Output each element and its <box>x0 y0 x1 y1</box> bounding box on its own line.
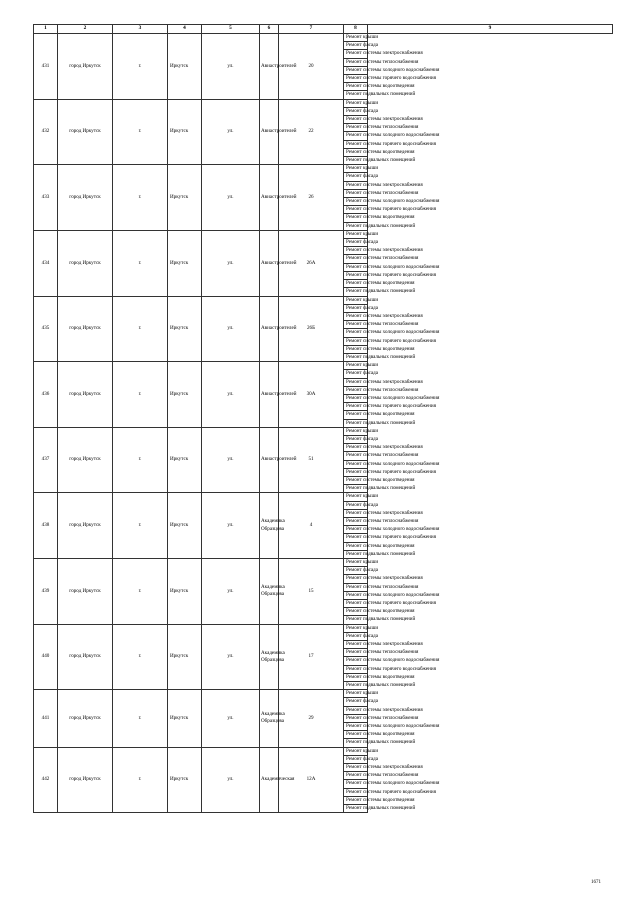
work-type-cell: Ремонт фасада <box>344 239 368 247</box>
settlement-name-cell: Иркутск <box>168 296 202 362</box>
work-type-cell: Ремонт системы электроснабжения <box>344 116 368 124</box>
row-number: 435 <box>34 296 58 362</box>
municipality-cell: город Иркутск <box>58 747 113 813</box>
work-type-cell: Ремонт фасада <box>344 304 368 312</box>
work-type-cell: Ремонт системы теплоснабжения <box>344 517 368 525</box>
table-row <box>34 690 613 698</box>
settlement-type-cell: г. <box>113 165 168 231</box>
settlement-name-cell: Иркутск <box>168 747 202 813</box>
settlement-name-cell: Иркутск <box>168 34 202 100</box>
house-number-cell: 26Б <box>279 296 344 362</box>
work-type-cell: Ремонт системы теплоснабжения <box>344 452 368 460</box>
work-type-cell: Ремонт системы горячего водоснабжения <box>344 271 368 279</box>
house-number-cell: 17 <box>279 624 344 690</box>
work-type-cell: Ремонт системы холодного водоснабжения <box>344 526 368 534</box>
header-cell: 9 <box>368 25 613 34</box>
street-name-cell: Авиастроителей <box>260 362 279 428</box>
work-type-cell: Ремонт системы водоотведения <box>344 148 368 156</box>
street-name-cell: Авиастроителей <box>260 34 279 100</box>
municipality-cell: город Иркутск <box>58 493 113 559</box>
work-type-cell: Ремонт крыши <box>344 99 368 107</box>
work-type-cell: Ремонт фасада <box>344 370 368 378</box>
settlement-type-cell: г. <box>113 362 168 428</box>
work-type-cell: Ремонт системы горячего водоснабжения <box>344 788 368 796</box>
municipality-cell: город Иркутск <box>58 230 113 296</box>
work-type-cell: Ремонт фасада <box>344 501 368 509</box>
street-name-cell: Академика Образцова <box>260 624 279 690</box>
settlement-type-cell: г. <box>113 230 168 296</box>
work-type-cell: Ремонт системы холодного водоснабжения <box>344 657 368 665</box>
street-type-cell: ул. <box>202 230 260 296</box>
work-type-cell: Ремонт подвальных помещений <box>344 353 368 361</box>
house-number-cell: 30А <box>279 362 344 428</box>
work-type-cell: Ремонт подвальных помещений <box>344 616 368 624</box>
row-number: 432 <box>34 99 58 165</box>
work-type-cell: Ремонт подвальных помещений <box>344 550 368 558</box>
work-type-cell: Ремонт системы горячего водоснабжения <box>344 403 368 411</box>
work-type-cell: Ремонт фасада <box>344 107 368 115</box>
house-number-cell: 20 <box>279 34 344 100</box>
work-type-cell: Ремонт системы теплоснабжения <box>344 321 368 329</box>
work-type-cell: Ремонт подвальных помещений <box>344 222 368 230</box>
settlement-type-cell: г. <box>113 493 168 559</box>
street-name-cell: Авиастроителей <box>260 427 279 493</box>
work-type-cell: Ремонт системы водоотведения <box>344 731 368 739</box>
street-type-cell: ул. <box>202 690 260 747</box>
street-name-cell: Академика Образцова <box>260 559 279 625</box>
registry-table <box>33 24 613 813</box>
work-type-cell: Ремонт системы водоотведения <box>344 673 368 681</box>
work-type-cell: Ремонт крыши <box>344 362 368 370</box>
work-type-cell: Ремонт системы теплоснабжения <box>344 189 368 197</box>
work-type-cell: Ремонт подвальных помещений <box>344 419 368 427</box>
work-type-cell: Ремонт системы водоотведения <box>344 542 368 550</box>
work-type-cell: Ремонт подвальных помещений <box>344 805 368 813</box>
header-row <box>34 25 613 34</box>
work-type-cell: Ремонт системы электроснабжения <box>344 181 368 189</box>
row-number: 442 <box>34 747 58 813</box>
street-type-cell: ул. <box>202 99 260 165</box>
work-type-cell: Ремонт системы теплоснабжения <box>344 124 368 132</box>
municipality-cell: город Иркутск <box>58 99 113 165</box>
work-type-cell: Ремонт крыши <box>344 747 368 755</box>
street-name-cell: Академика Образцова <box>260 690 279 747</box>
table-row <box>34 362 613 370</box>
header-cell: 3 <box>113 25 168 34</box>
settlement-name-cell: Иркутск <box>168 624 202 690</box>
work-type-cell: Ремонт системы холодного водоснабжения <box>344 329 368 337</box>
header-cell: 1 <box>34 25 58 34</box>
settlement-type-cell: г. <box>113 747 168 813</box>
table-row <box>34 427 613 435</box>
work-type-cell: Ремонт подвальных помещений <box>344 157 368 165</box>
header-cell: 6 <box>260 25 279 34</box>
work-type-cell: Ремонт системы электроснабжения <box>344 764 368 772</box>
work-type-cell: Ремонт подвальных помещений <box>344 485 368 493</box>
work-type-cell: Ремонт системы холодного водоснабжения <box>344 780 368 788</box>
work-type-cell: Ремонт системы горячего водоснабжения <box>344 600 368 608</box>
work-type-cell: Ремонт системы водоотведения <box>344 476 368 484</box>
street-name-cell: Авиастроителей <box>260 230 279 296</box>
settlement-type-cell: г. <box>113 427 168 493</box>
settlement-type-cell: г. <box>113 99 168 165</box>
work-type-cell: Ремонт крыши <box>344 624 368 632</box>
row-number: 431 <box>34 34 58 100</box>
row-number: 434 <box>34 230 58 296</box>
house-number-cell: 51 <box>279 427 344 493</box>
table-row <box>34 230 613 238</box>
row-number: 437 <box>34 427 58 493</box>
street-type-cell: ул. <box>202 165 260 231</box>
street-type-cell: ул. <box>202 747 260 813</box>
settlement-name-cell: Иркутск <box>168 165 202 231</box>
work-type-cell: Ремонт системы горячего водоснабжения <box>344 468 368 476</box>
work-type-cell: Ремонт крыши <box>344 230 368 238</box>
street-name-cell: Академика Образцова <box>260 493 279 559</box>
work-type-cell: Ремонт системы электроснабжения <box>344 509 368 517</box>
table-row <box>34 493 613 501</box>
work-type-cell: Ремонт системы холодного водоснабжения <box>344 723 368 731</box>
row-number: 440 <box>34 624 58 690</box>
work-type-cell: Ремонт системы электроснабжения <box>344 50 368 58</box>
municipality-cell: город Иркутск <box>58 34 113 100</box>
municipality-cell: город Иркутск <box>58 559 113 625</box>
work-type-cell: Ремонт системы водоотведения <box>344 608 368 616</box>
row-number: 439 <box>34 559 58 625</box>
work-type-cell: Ремонт крыши <box>344 690 368 698</box>
street-name-cell: Авиастроителей <box>260 99 279 165</box>
settlement-name-cell: Иркутск <box>168 427 202 493</box>
settlement-name-cell: Иркутск <box>168 230 202 296</box>
work-type-cell: Ремонт фасада <box>344 567 368 575</box>
work-type-cell: Ремонт системы электроснабжения <box>344 444 368 452</box>
work-type-cell: Ремонт подвальных помещений <box>344 91 368 99</box>
work-type-cell: Ремонт системы холодного водоснабжения <box>344 460 368 468</box>
work-type-cell: Ремонт системы теплоснабжения <box>344 772 368 780</box>
work-type-cell: Ремонт системы электроснабжения <box>344 312 368 320</box>
page-number: 1671 <box>591 880 601 885</box>
work-type-cell: Ремонт фасада <box>344 755 368 763</box>
work-type-cell: Ремонт фасада <box>344 173 368 181</box>
settlement-type-cell: г. <box>113 559 168 625</box>
table-row <box>34 165 613 173</box>
work-type-cell: Ремонт системы теплоснабжения <box>344 583 368 591</box>
work-type-cell: Ремонт фасада <box>344 632 368 640</box>
work-type-cell: Ремонт системы горячего водоснабжения <box>344 206 368 214</box>
work-type-cell: Ремонт фасада <box>344 435 368 443</box>
street-type-cell: ул. <box>202 427 260 493</box>
work-type-cell: Ремонт системы холодного водоснабжения <box>344 132 368 140</box>
work-type-cell: Ремонт системы электроснабжения <box>344 575 368 583</box>
work-type-cell: Ремонт системы холодного водоснабжения <box>344 394 368 402</box>
municipality-cell: город Иркутск <box>58 362 113 428</box>
work-type-cell: Ремонт подвальных помещений <box>344 739 368 747</box>
house-number-cell: 12А <box>279 747 344 813</box>
row-number: 438 <box>34 493 58 559</box>
work-type-cell: Ремонт системы холодного водоснабжения <box>344 198 368 206</box>
settlement-type-cell: г. <box>113 690 168 747</box>
house-number-cell: 4 <box>279 493 344 559</box>
table-row <box>34 296 613 304</box>
work-type-cell: Ремонт системы холодного водоснабжения <box>344 591 368 599</box>
settlement-type-cell: г. <box>113 34 168 100</box>
municipality-cell: город Иркутск <box>58 427 113 493</box>
work-type-cell: Ремонт крыши <box>344 165 368 173</box>
settlement-name-cell: Иркутск <box>168 493 202 559</box>
work-type-cell: Ремонт крыши <box>344 34 368 42</box>
row-number: 433 <box>34 165 58 231</box>
street-type-cell: ул. <box>202 624 260 690</box>
work-type-cell: Ремонт крыши <box>344 296 368 304</box>
work-type-cell: Ремонт системы электроснабжения <box>344 706 368 714</box>
work-type-cell: Ремонт фасада <box>344 698 368 706</box>
work-type-cell: Ремонт системы водоотведения <box>344 280 368 288</box>
municipality-cell: город Иркутск <box>58 624 113 690</box>
work-type-cell: Ремонт системы теплоснабжения <box>344 714 368 722</box>
work-type-cell: Ремонт крыши <box>344 559 368 567</box>
house-number-cell: 26 <box>279 165 344 231</box>
street-name-cell: Авиастроителей <box>260 165 279 231</box>
work-type-cell: Ремонт системы водоотведения <box>344 345 368 353</box>
work-type-cell: Ремонт системы теплоснабжения <box>344 255 368 263</box>
street-type-cell: ул. <box>202 493 260 559</box>
settlement-type-cell: г. <box>113 296 168 362</box>
municipality-cell: город Иркутск <box>58 165 113 231</box>
settlement-name-cell: Иркутск <box>168 559 202 625</box>
municipality-cell: город Иркутск <box>58 690 113 747</box>
work-type-cell: Ремонт системы горячего водоснабжения <box>344 534 368 542</box>
table-row <box>34 747 613 755</box>
table-row <box>34 624 613 632</box>
settlement-type-cell: г. <box>113 624 168 690</box>
work-type-cell: Ремонт системы горячего водоснабжения <box>344 337 368 345</box>
work-type-cell: Ремонт системы электроснабжения <box>344 641 368 649</box>
work-type-cell: Ремонт системы теплоснабжения <box>344 649 368 657</box>
work-type-cell: Ремонт системы теплоснабжения <box>344 58 368 66</box>
work-type-cell: Ремонт системы водоотведения <box>344 796 368 804</box>
header-cell: 4 <box>168 25 202 34</box>
settlement-name-cell: Иркутск <box>168 690 202 747</box>
work-type-cell: Ремонт системы теплоснабжения <box>344 386 368 394</box>
table-row <box>34 559 613 567</box>
work-type-cell: Ремонт системы водоотведения <box>344 411 368 419</box>
house-number-cell: 29 <box>279 690 344 747</box>
work-type-cell: Ремонт системы водоотведения <box>344 214 368 222</box>
work-type-cell: Ремонт крыши <box>344 427 368 435</box>
street-name-cell: Академическая <box>260 747 279 813</box>
street-type-cell: ул. <box>202 34 260 100</box>
work-type-cell: Ремонт фасада <box>344 42 368 50</box>
work-type-cell: Ремонт крыши <box>344 493 368 501</box>
row-number: 441 <box>34 690 58 747</box>
settlement-name-cell: Иркутск <box>168 99 202 165</box>
work-type-cell: Ремонт подвальных помещений <box>344 682 368 690</box>
work-type-cell: Ремонт системы электроснабжения <box>344 378 368 386</box>
work-type-cell: Ремонт системы холодного водоснабжения <box>344 66 368 74</box>
row-number: 436 <box>34 362 58 428</box>
work-type-cell: Ремонт системы горячего водоснабжения <box>344 665 368 673</box>
header-cell: 5 <box>202 25 260 34</box>
street-type-cell: ул. <box>202 296 260 362</box>
work-type-cell: Ремонт системы горячего водоснабжения <box>344 75 368 83</box>
work-type-cell: Ремонт системы холодного водоснабжения <box>344 263 368 271</box>
header-cell: 7 <box>279 25 344 34</box>
house-number-cell: 26А <box>279 230 344 296</box>
table-row <box>34 99 613 107</box>
settlement-name-cell: Иркутск <box>168 362 202 428</box>
header-cell: 8 <box>344 25 368 34</box>
street-type-cell: ул. <box>202 362 260 428</box>
street-type-cell: ул. <box>202 559 260 625</box>
street-name-cell: Авиастроителей <box>260 296 279 362</box>
house-number-cell: 15 <box>279 559 344 625</box>
header-cell: 2 <box>58 25 113 34</box>
work-type-cell: Ремонт системы водоотведения <box>344 83 368 91</box>
work-type-cell: Ремонт системы горячего водоснабжения <box>344 140 368 148</box>
work-type-cell: Ремонт подвальных помещений <box>344 288 368 296</box>
table-row <box>34 34 613 42</box>
municipality-cell: город Иркутск <box>58 296 113 362</box>
work-type-cell: Ремонт системы электроснабжения <box>344 247 368 255</box>
house-number-cell: 22 <box>279 99 344 165</box>
